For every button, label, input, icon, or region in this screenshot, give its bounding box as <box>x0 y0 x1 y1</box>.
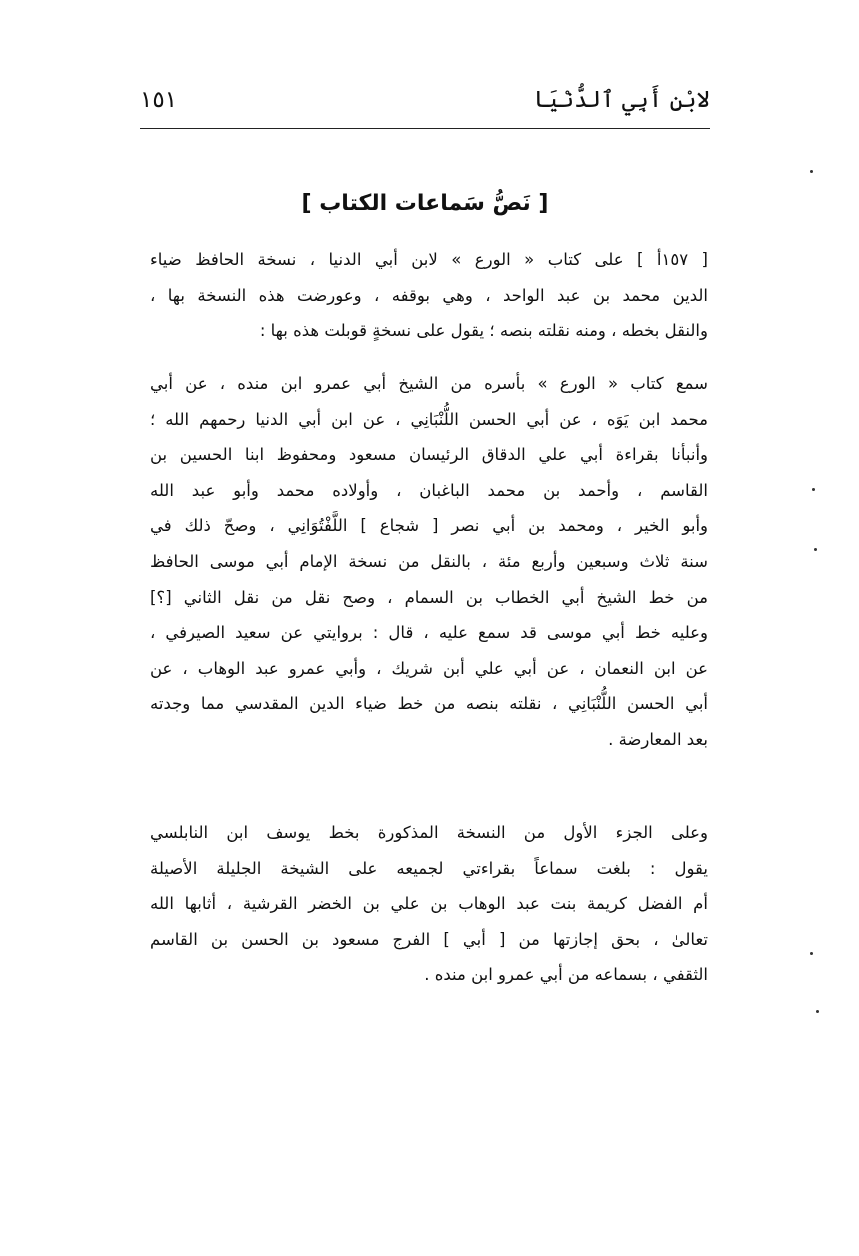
paragraph-2 <box>150 366 708 758</box>
text-line: القاسم ، وأحمد بن محمد الباغبان ، وأولاده محمد وأبو عبد الله <box>150 480 708 500</box>
text-line: أبي الحسن اللُّنْبَانِي ، نقلته بنصه من خط ضياء الدين المقدسي مما وجدته <box>150 694 708 714</box>
text-line: عن ابن النعمان ، عن أبي علي أبن شريك ، وأبي عمرو عبد الوهاب ، عن <box>150 658 708 678</box>
text-line: بعد المعارضة . <box>608 729 708 749</box>
header-title: لابْنِ أَبِي ٱلدُّنْيَا <box>533 87 710 113</box>
scan-speck <box>814 548 817 551</box>
text-line: من خط الشيخ أبي الخطاب بن السمام ، وصح نقل من نقل الثاني [؟] <box>150 587 708 607</box>
section-title: [ نَصُّ سَماعات الكتاب ] <box>301 191 549 216</box>
text-line: أم الفضل كريمة بنت عبد الوهاب بن علي بن الخضر القرشية ، أثابها الله <box>150 894 708 914</box>
text-line: [ ١٥٧أ ] على كتاب « الورع » لابن أبي الدنيا ، نسخة الحافظ ضياء <box>150 250 708 269</box>
paragraph-1 <box>150 242 708 349</box>
text-line: سنة ثلاث وسبعين وأربع مئة ، بالنقل من نسخة الإمام أبي موسى الحافظ <box>150 551 708 571</box>
text-line: الدين محمد بن عبد الواحد ، وهي بوقفه ، وعورضت هذه النسخة بها ، <box>150 285 708 305</box>
scan-speck <box>810 170 813 173</box>
text-line: والنقل بخطه ، ومنه نقلته بنصه ؛ يقول على نسخةٍ قوبلت هذه بها : <box>259 321 708 341</box>
scan-speck <box>812 488 815 491</box>
scan-speck <box>810 952 813 955</box>
text-line: يقول : بلغت سماعاً بقراءتي لجميعه على الشيخة الجليلة الأصيلة <box>150 858 708 878</box>
page-number: ١٥١ <box>140 87 178 113</box>
text-line: محمد ابن يَوَه ، عن أبي الحسن اللُّنْبَانِي ، عن ابن أبي الدنيا رحمهم الله ؛ <box>150 409 708 429</box>
paragraph-3 <box>150 815 708 993</box>
header-rule <box>140 128 710 129</box>
text-line: وعلى الجزء الأول من النسخة المذكورة بخط يوسف ابن النابلسي <box>150 823 708 842</box>
text-line: وأنبأنا بقراءة أبي علي الدقاق الرئيسان مسعود ومحفوظ ابنا الحسين بن <box>150 445 708 465</box>
running-header <box>140 82 710 122</box>
text-line: الثقفي ، بسماعه من أبي عمرو ابن منده . <box>424 965 708 985</box>
text-line: وعليه خط أبي موسى قد سمع عليه ، قال : بروايتي عن سعيد الصيرفي ، <box>150 623 708 643</box>
scan-speck <box>816 1010 819 1013</box>
text-line: وأبو الخير ، ومحمد بن أبي نصر [ شجاع ] اللَّفْتُوَانِي ، وصحّ ذلك في <box>150 516 708 536</box>
text-line: تعالىٰ ، بحق إجازتها من [ أبي ] الفرج مسعود بن الحسن بن القاسم <box>150 929 708 949</box>
text-line: سمع كتاب « الورع » بأسره من الشيخ أبي عمرو ابن منده ، عن أبي <box>150 374 708 393</box>
